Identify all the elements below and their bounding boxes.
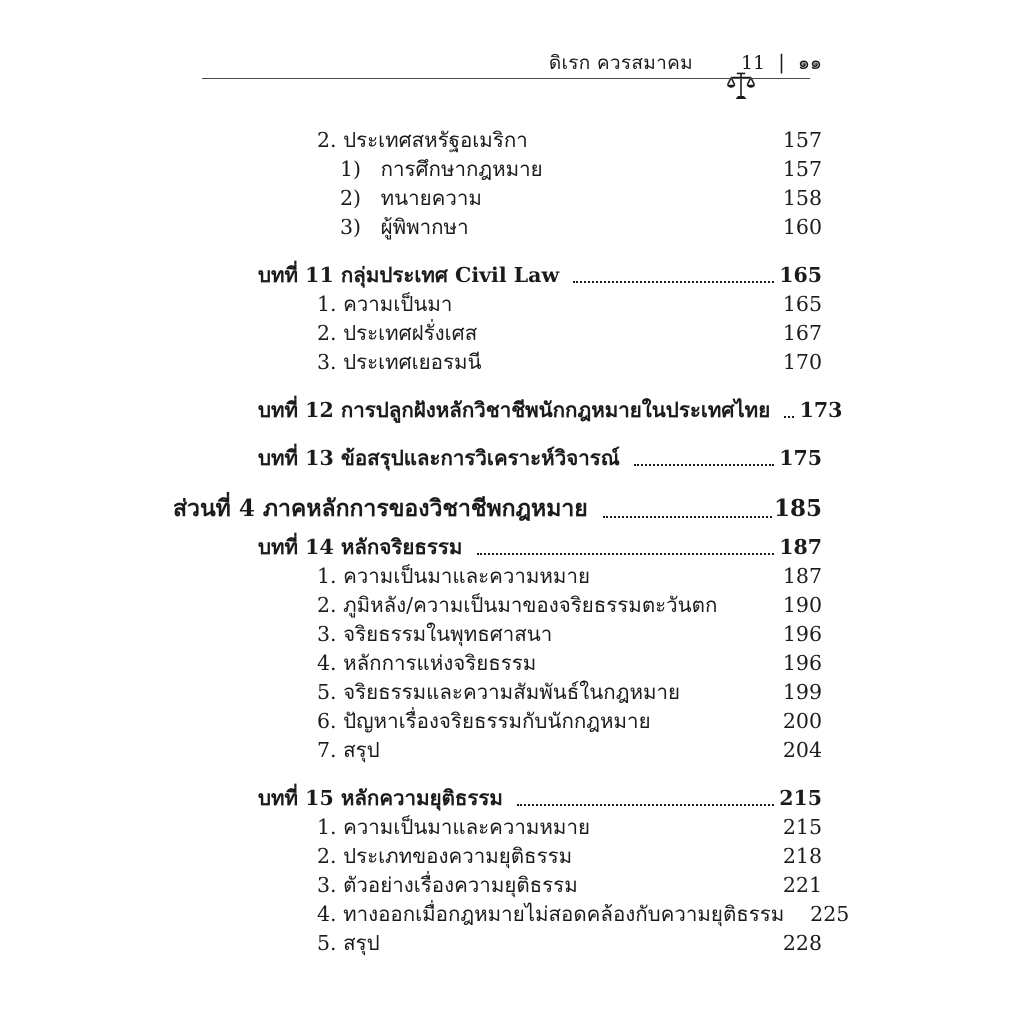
toc-block [173,492,822,525]
toc-entry-label: 2. ประเภทของความยุติธรรม [317,844,573,868]
dot-leader-icon [477,553,774,555]
toc-entry [173,620,822,649]
toc-entry [173,396,843,425]
page-header [549,48,822,78]
toc-entry-page: 173 [799,398,843,422]
dot-leader-icon [517,804,774,806]
toc-entry [173,784,822,813]
toc-entry-page: 175 [779,446,822,470]
page-number-thai: ๑๑ [797,52,822,74]
scales-of-justice-icon [702,49,732,79]
toc-entry-label: ส่วนที่ 4 ภาคหลักการของวิชาชีพกฎหมาย [173,495,596,522]
toc-entry-page: 187 [779,535,822,559]
toc-entry-page: 157 [782,157,822,181]
toc-entry-label: 2. ประเทศสหรัฐอเมริกา [317,128,528,152]
toc-entry-label: 3. ประเทศเยอรมนี [317,350,482,374]
toc-entry [173,562,822,591]
toc-entry [173,649,822,678]
toc-block [173,784,850,958]
toc-entry-page: 221 [782,873,822,897]
toc-entry-page: 165 [782,292,822,316]
toc-entry [173,261,822,290]
toc-entry-label: 1) การศึกษากฎหมาย [340,157,543,181]
toc-entry [173,319,822,348]
toc-entry-page: 187 [782,564,822,588]
toc-entry [173,444,822,473]
toc-block [173,533,822,765]
toc-entry-label: 6. ปัญหาเรื่องจริยธรรมกับนักกฎหมาย [317,709,651,733]
toc-entry-label: 2. ภูมิหลัง/ความเป็นมาของจริยธรรมตะวันตก [317,593,718,617]
dot-leader-icon [603,516,772,518]
toc-entry-page: 215 [782,815,822,839]
toc-entry-label: 3. ตัวอย่างเรื่องความยุติธรรม [317,873,578,897]
toc-entry-label: 3) ผู้พิพากษา [340,215,469,239]
toc-entry-label: 1. ความเป็นมาและความหมาย [317,815,590,839]
toc-entry [173,842,822,871]
toc-entry-label: บทที่ 14 หลักจริยธรรม [258,535,470,559]
toc-entry [173,929,822,958]
toc-entry-label: 5. สรุป [317,931,380,955]
toc-entry [173,900,850,929]
toc-entry [173,813,822,842]
toc-entry-page: 158 [782,186,822,210]
page-number-separator: | [778,50,785,74]
toc-entry-page: 170 [782,350,822,374]
toc-entry [173,290,822,319]
toc-entry [173,213,822,242]
toc-entry-label: 1. ความเป็นมา [317,292,453,316]
toc-block [173,396,843,425]
toc-entry-page: 165 [779,263,822,287]
toc-entry-label: บทที่ 15 หลักความยุติธรรม [258,786,511,810]
toc-entry-label: 1. ความเป็นมาและความหมาย [317,564,590,588]
toc-entry-page: 185 [773,495,822,522]
toc-entry-label: 3. จริยธรรมในพุทธศาสนา [317,622,553,646]
toc-block [173,126,822,242]
toc-entry-page: 199 [782,680,822,704]
toc-entry-label: บทที่ 13 ข้อสรุปและการวิเคราะห์วิจารณ์ [258,446,627,470]
toc-entry-page: 196 [782,651,822,675]
toc-entry-page: 157 [782,128,822,152]
toc-entry-page: 196 [782,622,822,646]
toc-entry [173,492,822,525]
toc-entry-label: 4. ทางออกเมื่อกฎหมายไม่สอดคล้องกับความยุติธรรม [317,902,785,926]
toc-entry-page: 215 [779,786,822,810]
toc-entry-page: 228 [782,931,822,955]
author-name: ดิเรก ควรสมาคม [548,52,693,74]
dot-leader-icon [784,416,794,418]
toc-entry [173,155,822,184]
toc-entry-label: 2) ทนายความ [340,186,482,210]
toc-entry-page: 218 [782,844,822,868]
toc-entry [173,126,822,155]
dot-leader-icon [573,281,774,283]
toc-entry-label: บทที่ 11 กลุ่มประเทศ Civil Law [258,263,567,287]
toc-entry [173,736,822,765]
toc-entry [173,707,822,736]
toc-entry-label: 4. หลักการแห่งจริยธรรม [317,651,537,675]
toc-entry-page: 190 [782,593,822,617]
toc-entry-label: 7. สรุป [317,738,380,762]
toc-entry-label: 5. จริยธรรมและความสัมพันธ์ในกฎหมาย [317,680,681,704]
toc-entry-label: บทที่ 12 การปลูกฝังหลักวิชาชีพนักกฎหมายในประเทศไทย [258,398,778,422]
toc-entry-page: 225 [810,902,850,926]
toc-entry-page: 160 [782,215,822,239]
header-divider [202,78,810,79]
toc-entry-page: 204 [782,738,822,762]
toc-entry [173,591,822,620]
dot-leader-icon [634,464,774,466]
toc-entry [173,348,822,377]
toc-entry [173,871,822,900]
toc-entry [173,678,822,707]
toc-block [173,261,822,377]
toc-entry [173,533,822,562]
toc-entry-page: 200 [782,709,822,733]
toc-entry [173,184,822,213]
page-number-arabic: 11 [740,52,766,74]
toc-block [173,444,822,473]
toc-entry-page: 167 [782,321,822,345]
toc-entry-label: 2. ประเทศฝรั่งเศส [317,321,478,345]
table-of-contents [173,126,850,958]
